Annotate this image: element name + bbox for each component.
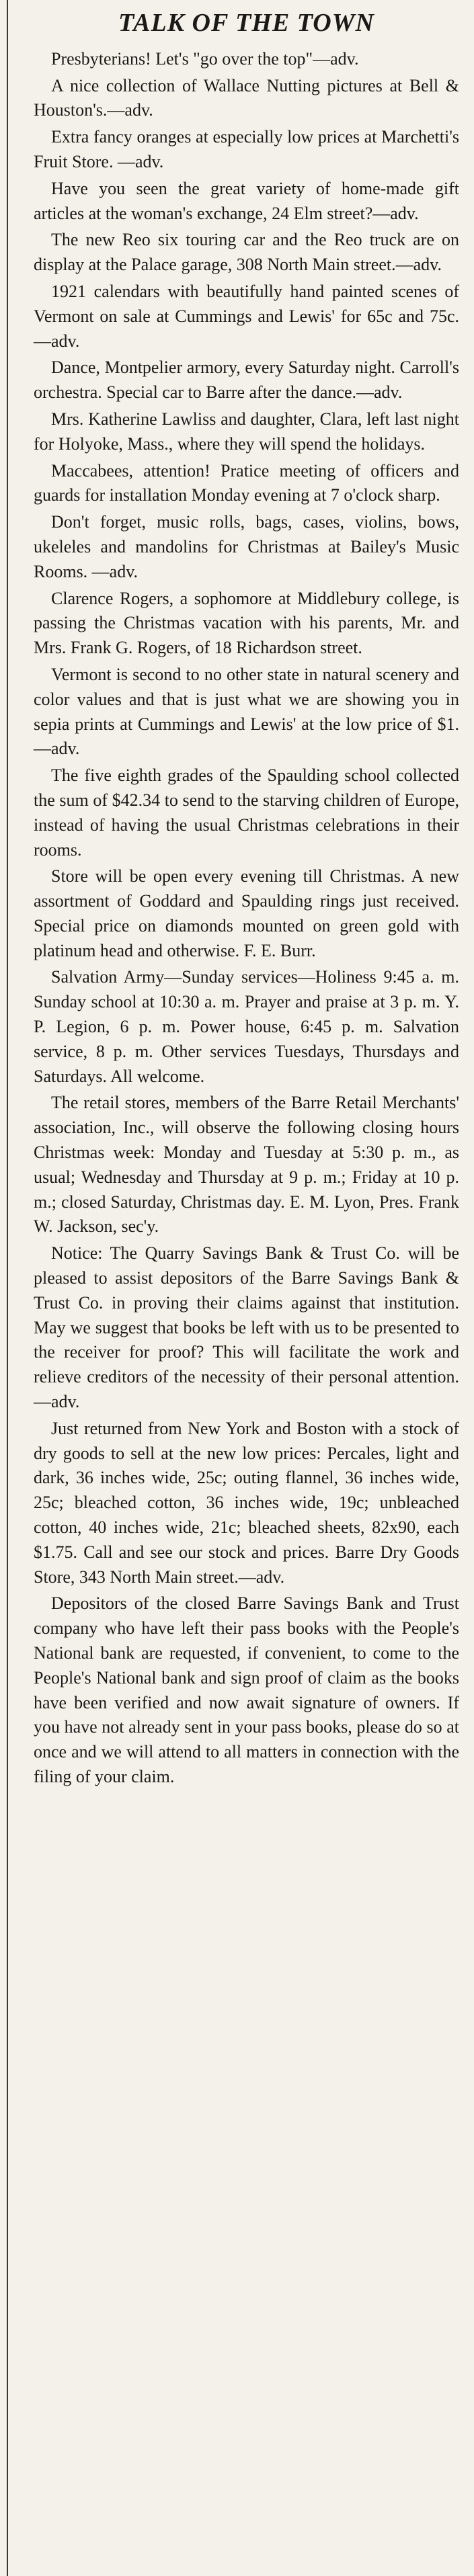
news-item: Don't forget, music rolls, bags, cases, violins, bows, ukeleles and mandolins for Christmas at Bailey's Music Rooms. —adv. xyxy=(34,512,459,581)
news-item: 1921 calendars with beautifully hand painted scenes of Vermont on sale at Cummings and Lewis' for 65c and 75c. —adv. xyxy=(34,281,459,351)
news-item: The retail stores, members of the Barre Retail Merchants' association, Inc., will observe the following closing hours Christmas week: Monday and Tuesday at 5:30 p. m., as usual; Wednesday and Thursday at 9 p. m.; Friday at 10 p. m.; closed Saturday, Christmas day. E. M. Lyon, Pres. Frank W. Jackson, sec'y. xyxy=(34,1093,459,1237)
column-rule xyxy=(7,0,8,2576)
news-item: Depositors of the closed Barre Savings Bank and Trust company who have left their pass books with the People's National bank are requested, if convenient, to come to the People's National bank and sign proof of claim as the books have been verified and now await signature of owners. If you have not already sent in your pass books, please do so at once and we will attend to all matters in connection with the filing of your claim. xyxy=(34,1593,459,1786)
news-item: The five eighth grades of the Spaulding school collected the sum of $42.34 to send to the starving children of Europe, instead of having the usual Christmas celebrations in their rooms. xyxy=(34,765,459,860)
news-item: Extra fancy oranges at especially low prices at Marchetti's Fruit Store. —adv. xyxy=(34,127,459,171)
news-item: Mrs. Katherine Lawliss and daughter, Clara, left last night for Holyoke, Mass., where they will spend the holidays. xyxy=(34,409,459,454)
column-title: TALK OF THE TOWN xyxy=(118,9,374,37)
news-item: A nice collection of Wallace Nutting pictures at Bell & Houston's.—adv. xyxy=(34,75,459,120)
news-item: Clarence Rogers, a sophomore at Middlebury college, is passing the Christmas vacation with his parents, Mr. and Mrs. Frank G. Rogers, of 18 Richardson street. xyxy=(34,588,459,658)
news-item: Just returned from New York and Boston with a stock of dry goods to sell at the new low prices: Percales, light and dark, 36 inches wide, 25c; outing flannel, 36 inches wide, 25c; bleached cotton, 36 inches wide, 19c; unbleached cotton, 40 inches wide, 21c; bleached sheets, 82x90, each $1.75. Call and see our stock and prices. Barre Dry Goods Store, 343 North Main street.—adv. xyxy=(34,1418,459,1587)
news-item: Store will be open every evening till Christmas. A new assortment of Goddard and Spaulding rings just received. Special price on diamonds mounted on green gold with platinum head and otherwise. F. E. Burr. xyxy=(34,866,459,960)
masthead xyxy=(34,9,459,40)
news-item: Vermont is second to no other state in natural scenery and color values and that is just what we are showing you in sepia prints at Cummings and Lewis' at the low price of $1.—adv. xyxy=(34,664,459,759)
news-item: Maccabees, attention! Pratice meeting of officers and guards for installation Monday evening at 7 o'clock sharp. xyxy=(34,460,459,505)
news-item: Dance, Montpelier armory, every Saturday night. Carroll's orchestra. Special car to Barre after the dance.—adv. xyxy=(34,358,459,403)
news-item: Salvation Army—Sunday services—Holiness 9:45 a. m. Sunday school at 10:30 a. m. Prayer and praise at 3 p. m. Y. P. Legion, 6 p. m. Power house, 6:45 p. m. Salvation service, 8 p. m. Other services Tuesdays, Thursdays and Saturdays. All welcome. xyxy=(34,967,459,1086)
news-item: Presbyterians! Let's "go over the top"—adv. xyxy=(51,48,359,69)
news-item: Have you seen the great variety of home-made gift articles at the woman's exchange, 24 Elm street?—adv. xyxy=(34,178,459,223)
news-item: Notice: The Quarry Savings Bank & Trust Co. will be pleased to assist depositors of the Barre Savings Bank & Trust Co. in proving their claims against that institution. May we suggest that books be left with us to be presented to the receiver for proof? This will facilitate the work and relieve creditors of the necessity of their personal attention.—adv. xyxy=(34,1243,459,1412)
news-item: The new Reo six touring car and the Reo truck are on display at the Palace garage, 308 North Main street.—adv. xyxy=(34,230,459,275)
